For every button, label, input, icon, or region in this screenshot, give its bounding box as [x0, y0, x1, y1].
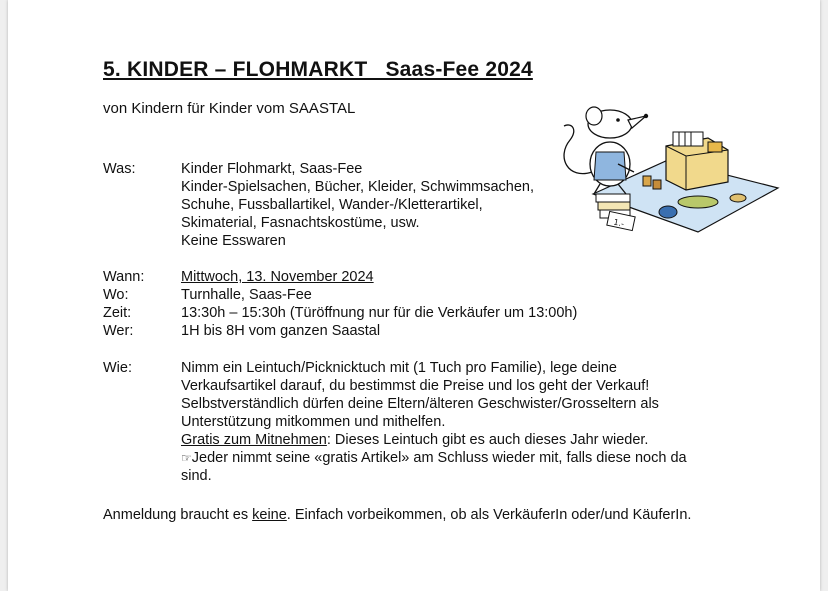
label-wer: Wer: — [103, 323, 134, 339]
label-zeit: Zeit: — [103, 305, 132, 321]
was-line: Keine Esswaren — [181, 233, 286, 249]
wo-value: Turnhalle, Saas-Fee — [181, 287, 312, 303]
was-line: Kinder Flohmarkt, Saas-Fee — [181, 161, 363, 177]
wer-value: 1H bis 8H vom ganzen Saastal — [181, 323, 381, 339]
gratis-line — [181, 431, 741, 449]
note-line — [181, 449, 741, 467]
pointing-hand-icon: ☞ — [181, 451, 192, 465]
zeit-value: 13:30h – 15:30h (Türöffnung nur für die Verkäufer um 13:00h) — [181, 305, 578, 321]
price-tag: 1.- — [612, 217, 625, 229]
subtitle: von Kindern für Kinder vom SAASTAL — [103, 100, 356, 117]
wie-line: Verkaufsartikel darauf, du bestimmst die Preise und los geht der Verkauf! — [181, 378, 650, 394]
label-was: Was: — [103, 161, 136, 177]
wie-line: Nimm ein Leintuch/Picknicktuch mit (1 Tuch pro Familie), lege deine — [181, 360, 617, 376]
flyer-page — [8, 0, 820, 591]
label-wie: Wie: — [103, 360, 132, 376]
note-text: Jeder nimmt seine «gratis Artikel» am Schluss wieder mit, falls diese noch da — [191, 450, 687, 466]
mouse-flea-market-illustration — [548, 102, 783, 237]
label-wann: Wann: — [103, 269, 145, 285]
was-line: Kinder-Spielsachen, Bücher, Kleider, Schwimmsachen, — [181, 179, 535, 195]
was-line: Schuhe, Fussballartikel, Wander-/Kletterartikel, — [181, 197, 483, 213]
footer-after: . Einfach vorbeikommen, ob als VerkäuferIn oder/und KäuferIn. — [286, 507, 692, 523]
registration-note — [103, 507, 691, 523]
footer-keine: keine — [252, 507, 287, 523]
wie-line: Unterstützung mitkommen und mithelfen. — [181, 414, 446, 430]
gratis-text: : Dieses Leintuch gibt es auch dieses Jahr wieder. — [326, 432, 649, 448]
footer-before: Anmeldung braucht es — [103, 507, 253, 523]
page-title: 5. KINDER – FLOHMARKT Saas-Fee 2024 — [103, 58, 533, 81]
label-wo: Wo: — [103, 287, 129, 303]
gratis-label: Gratis zum Mitnehmen — [181, 432, 327, 448]
note-line-2: sind. — [181, 468, 212, 484]
was-line: Skimaterial, Fasnachtskostüme, usw. — [181, 215, 420, 231]
wie-line: Selbstverständlich dürfen deine Eltern/älteren Geschwister/Grosseltern als — [181, 396, 659, 412]
wann-value: Mittwoch, 13. November 2024 — [181, 269, 374, 285]
